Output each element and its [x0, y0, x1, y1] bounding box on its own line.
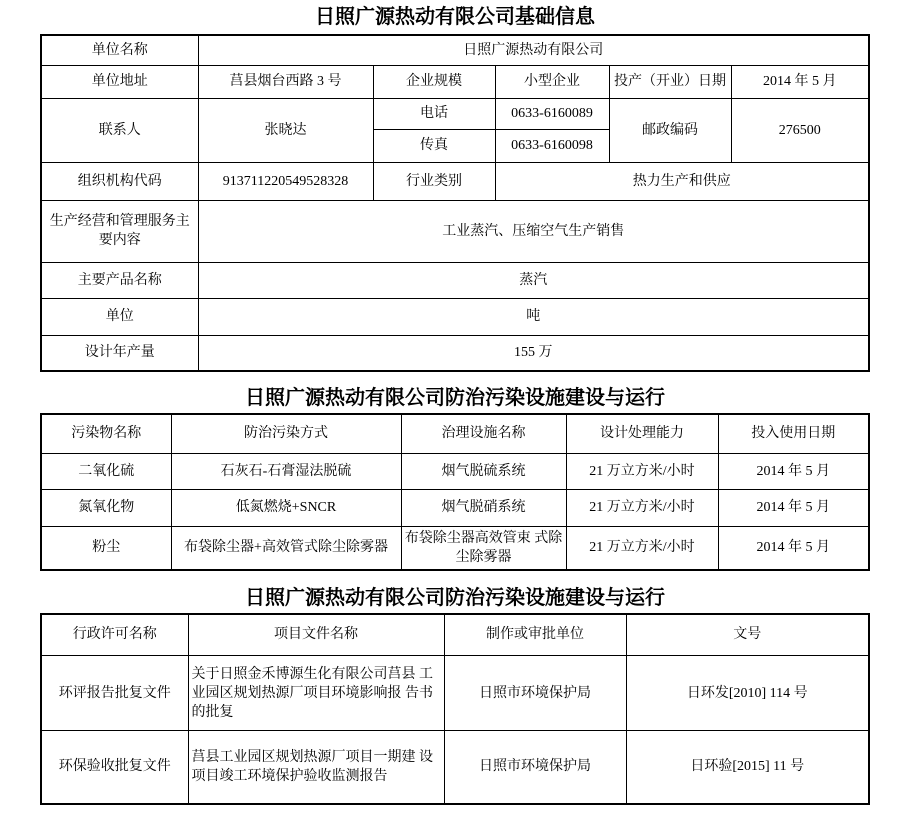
commissioning-date: 2014 年 5 月 — [718, 489, 869, 526]
pollutant-name: 氮氧化物 — [41, 489, 171, 526]
fax-value: 0633-6160098 — [495, 129, 609, 162]
commissioning-date: 2014 年 5 月 — [718, 453, 869, 489]
scale-value: 小型企业 — [495, 65, 609, 98]
document-number: 日环发[2010] 114 号 — [626, 656, 869, 731]
main-product-value: 蒸汽 — [198, 262, 869, 298]
facility-name: 布袋除尘器高效管束 式除尘除雾器 — [401, 526, 566, 570]
contact-value: 张晓达 — [198, 98, 373, 162]
org-code-label: 组织机构代码 — [41, 162, 198, 200]
document-number: 日环验[2015] 11 号 — [626, 731, 869, 804]
table-row — [41, 262, 869, 298]
pollutant-name: 粉尘 — [41, 526, 171, 570]
commissioning-date: 2014 年 5 月 — [718, 526, 869, 570]
facility-name-header: 治理设施名称 — [401, 414, 566, 453]
postcode-value: 276500 — [731, 98, 869, 162]
prevention-method: 布袋除尘器+高效管式除尘除雾器 — [171, 526, 401, 570]
design-capacity: 21 万立方米/小时 — [566, 453, 718, 489]
design-capacity: 21 万立方米/小时 — [566, 489, 718, 526]
approval-authority-header: 制作或审批单位 — [444, 614, 626, 656]
address-value: 莒县烟台西路 3 号 — [198, 65, 373, 98]
industry-value: 热力生产和供应 — [495, 162, 869, 200]
project-file-name: 关于日照金禾博源生化有限公司莒县 工业园区规划热源厂项目环境影响报 告书的批复 — [188, 656, 444, 731]
unit-label: 单位 — [41, 298, 198, 335]
project-file-header: 项目文件名称 — [188, 614, 444, 656]
contact-label: 联系人 — [41, 98, 198, 162]
fax-label: 传真 — [373, 129, 495, 162]
business-scope-label: 生产经营和管理服务主要内容 — [41, 200, 198, 262]
facility-name: 烟气脱硝系统 — [401, 489, 566, 526]
scale-label: 企业规模 — [373, 65, 495, 98]
phone-value: 0633-6160089 — [495, 98, 609, 129]
permit-name-header: 行政许可名称 — [41, 614, 188, 656]
phone-label: 电话 — [373, 98, 495, 129]
table-row — [41, 162, 869, 200]
unit-name-value: 日照广源热动有限公司 — [198, 35, 869, 65]
pollutant-name: 二氧化硫 — [41, 453, 171, 489]
document-number-header: 文号 — [626, 614, 869, 656]
permit-name: 环评报告批复文件 — [41, 656, 188, 731]
unit-value: 吨 — [198, 298, 869, 335]
table-row — [41, 35, 869, 65]
permit-title: 日照广源热动有限公司防治污染设施建设与运行 — [245, 586, 665, 609]
prevention-method: 石灰石-石膏湿法脱硫 — [171, 453, 401, 489]
pollution-facilities-title: 日照广源热动有限公司防治污染设施建设与运行 — [245, 387, 665, 409]
design-capacity-header: 设计处理能力 — [566, 414, 718, 453]
annual-capacity-value: 155 万 — [198, 335, 869, 371]
table-row — [41, 335, 869, 371]
pollution-table — [40, 413, 870, 571]
table-row — [41, 298, 869, 335]
prevention-method-header: 防治污染方式 — [171, 414, 401, 453]
postcode-label: 邮政编码 — [609, 98, 731, 162]
start-date-label: 投产（开业）日期 — [609, 65, 731, 98]
pollutant-name-header: 污染物名称 — [41, 414, 171, 453]
main-product-label: 主要产品名称 — [41, 262, 198, 298]
permit-name: 环保验收批复文件 — [41, 731, 188, 804]
prevention-method: 低氮燃烧+SNCR — [171, 489, 401, 526]
annual-capacity-label: 设计年产量 — [41, 335, 198, 371]
design-capacity: 21 万立方米/小时 — [566, 526, 718, 570]
basic-info-table — [40, 34, 870, 372]
basic-info-title: 日照广源热动有限公司基础信息 — [315, 6, 595, 28]
approval-authority: 日照市环境保护局 — [444, 656, 626, 731]
project-file-name: 莒县工业园区规划热源厂项目一期建 设项目竣工环境保护验收监测报告 — [188, 731, 444, 804]
industry-label: 行业类别 — [373, 162, 495, 200]
table-row — [41, 200, 869, 262]
address-label: 单位地址 — [41, 65, 198, 98]
table-row — [41, 731, 869, 804]
unit-name-label: 单位名称 — [41, 35, 198, 65]
table-row — [41, 489, 869, 526]
table-row — [41, 98, 869, 129]
table-header-row — [41, 614, 869, 656]
table-header-row — [41, 414, 869, 453]
business-scope-value: 工业蒸汽、压缩空气生产销售 — [198, 200, 869, 262]
table-row — [41, 526, 869, 570]
start-date-value: 2014 年 5 月 — [731, 65, 869, 98]
commissioning-date-header: 投入使用日期 — [718, 414, 869, 453]
permit-table — [40, 613, 870, 805]
facility-name: 烟气脱硫系统 — [401, 453, 566, 489]
table-row — [41, 656, 869, 731]
approval-authority: 日照市环境保护局 — [444, 731, 626, 804]
table-row — [41, 453, 869, 489]
org-code-value: 913711220549528328 — [198, 162, 373, 200]
table-row — [41, 65, 869, 98]
